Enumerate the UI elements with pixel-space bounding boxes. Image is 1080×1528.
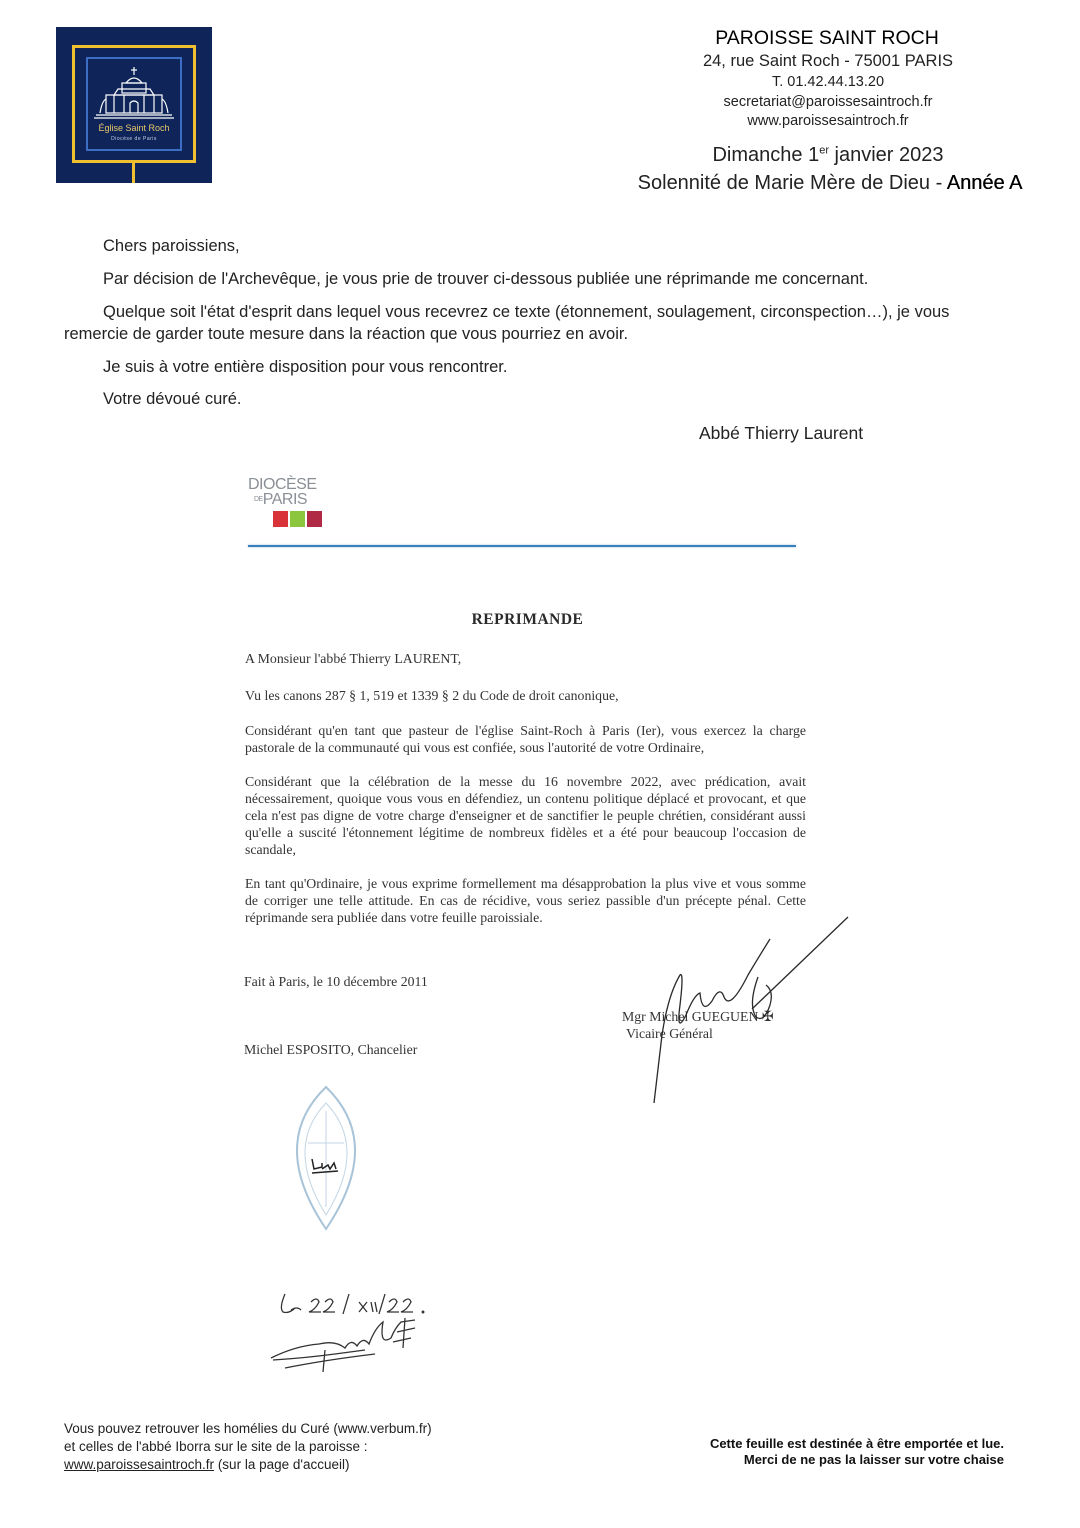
diocese-paris-line — [248, 492, 317, 507]
logo-gold-stem — [132, 160, 135, 183]
parish-website-link[interactable]: www.paroissesaintroch.fr — [64, 1457, 215, 1472]
footer-homilies-note — [64, 1420, 432, 1474]
reprimande-paragraph: Vu les canons 287 § 1, 519 et 1339 § 2 du Code de droit canonique, — [245, 688, 619, 703]
footer-take-home-note — [640, 1436, 1004, 1468]
footer-line: et celles de l'abbé Iborra sur le site de la paroisse : — [64, 1439, 368, 1454]
diocese-word: DIOCÈSE — [248, 476, 317, 493]
diocese-logo — [248, 477, 317, 507]
reprimande-title: REPRIMANDE — [471, 611, 584, 628]
diocese-red-square — [273, 511, 288, 527]
letter-paragraph: Par décision de l'Archevêque, je vous prie de trouver ci-dessous publiée une réprimande me concernant. — [103, 270, 869, 288]
solemnity-line — [600, 172, 1060, 195]
date-suffix: janvier 2023 — [828, 144, 944, 166]
letter-paragraph: Je suis à votre entière disposition pour vous rencontrer. — [103, 358, 508, 376]
logo-name: Église Saint Roch — [98, 123, 170, 133]
vicar-signature — [640, 915, 860, 1110]
footer-note-line: Cette feuille est destinée à être emportée et lue. — [709, 1436, 1004, 1451]
letter-paragraph: Quelque soit l'état d'esprit dans lequel vous recevrez ce texte (étonnement, soulagement, circonspection…), je vous — [103, 303, 950, 321]
letter-greeting: Chers paroissiens, — [103, 237, 240, 255]
date-prefix: Dimanche 1 — [712, 144, 820, 166]
place-date: Fait à Paris, le 10 décembre 2011 — [244, 974, 428, 989]
parish-phone: T. 01.42.44.13.20 — [771, 74, 885, 90]
letter-paragraph-continued: remercie de garder toute mesure dans la réaction que vous pourriez en avoir. — [64, 325, 629, 343]
reprimande-paragraph: Considérant qu'en tant que pasteur de l'église Saint-Roch à Paris (Ier), vous exercez la charge pastorale de la communauté qui vous est confiée, sous l'autorité de votre Ordinaire, — [245, 723, 806, 755]
parish-logo — [56, 27, 212, 183]
parish-website[interactable]: www.paroissesaintroch.fr — [747, 113, 909, 129]
signatory-name: Mgr Michel GUEGUEN ✠ — [622, 1009, 774, 1024]
footer-link-suffix: (sur la page d'accueil) — [214, 1457, 350, 1472]
bulletin-date — [620, 144, 1036, 167]
diocese-seal — [272, 1083, 380, 1233]
diocese-de: DE — [254, 496, 263, 503]
logo-subtitle: Diocèse de Paris — [111, 136, 157, 142]
parish-title: PAROISSE SAINT ROCH — [715, 27, 939, 49]
diocese-green-square — [290, 511, 305, 527]
diocese-paris: PARIS — [262, 491, 308, 508]
reprimande-paragraph: En tant qu'Ordinaire, je vous exprime formellement ma désapprobation la plus vive et vous somme de corriger une telle attitude. En cas de récidive, vous seriez passible d'un précepte pénal. Cette réprimande sera publiée dans votre feuille paroissiale. — [245, 876, 806, 925]
diocese-crimson-square — [307, 511, 322, 527]
signatory-title: Vicaire Général — [626, 1026, 713, 1041]
footer-line — [64, 1456, 432, 1474]
cure-handwritten-annotation — [265, 1288, 445, 1383]
footer-line: Vous pouvez retrouver les homélies du Curé (www.verbum.fr) — [64, 1421, 432, 1436]
reprimande-addressee: A Monsieur l'abbé Thierry LAURENT, — [245, 651, 462, 666]
letter-closing: Votre dévoué curé. — [103, 390, 242, 408]
solemnity: Solennité de Marie Mère de Dieu - — [637, 172, 947, 194]
church-facade-icon — [92, 65, 176, 121]
footer-note-line: Merci de ne pas la laisser sur votre chaise — [743, 1452, 1004, 1467]
chancellor: Michel ESPOSITO, Chancelier — [244, 1042, 418, 1057]
header-rule — [248, 545, 796, 547]
liturgical-year: Année A — [946, 172, 1023, 194]
letter-signature: Abbé Thierry Laurent — [699, 423, 864, 443]
reprimande-paragraph: Considérant que la célébration de la messe du 16 novembre 2022, avec prédication, avait nécessairement, quoique vous vous en défendiez, un contenu politique déplacé et provocant, et que cela n'est pas digne de votre charge d'enseigner et de sanctifier le peuple chrétien, considérant aussi qu'elle a suscité l'étonnement légitime de nombreux fidèles et a été pour beaucoup l'occasion de scandale, — [245, 774, 806, 857]
parish-address: 24, rue Saint Roch - 75001 PARIS — [702, 52, 954, 70]
parish-email[interactable]: secretariat@paroissesaintroch.fr — [723, 94, 933, 110]
date-sup: er — [819, 144, 829, 157]
